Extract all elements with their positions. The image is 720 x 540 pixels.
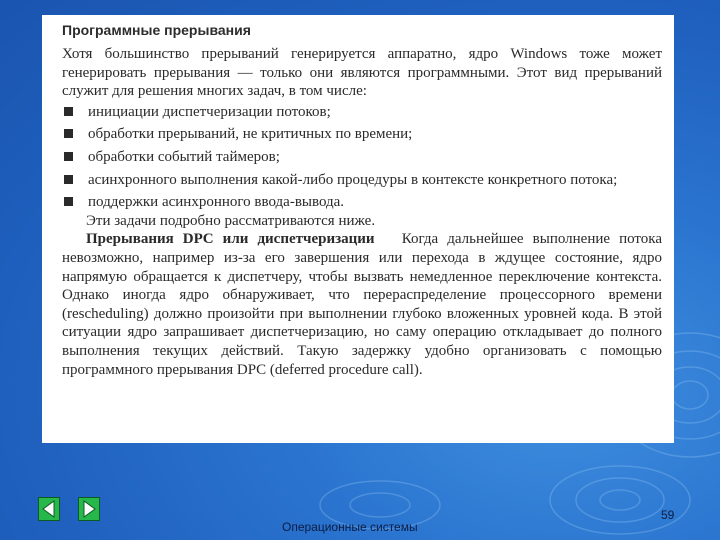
dpc-text: Когда дальнейшее выполнение потока невозможно, например из-за его завершения или перехода в ждущее состояние, ядро напрямую обращается к диспетчеру, чтобы вызвать немедленное переключение контекста. Однако иногда ядро обнаруживает, что перераспределение процессорного времени (rescheduling) должно произойти при выполнении глубоко вложенных уровней кода. В этой ситуации ядро запрашивает диспетчеризацию, но саму операцию откладывает до полного выполнения текущих действий. Такую задержку удобно организовать с помощью программного прерывания DPC (deferred procedure call). [62, 231, 662, 378]
bullet-square-icon [64, 197, 73, 206]
bullet-square-icon [64, 107, 73, 116]
next-slide-button[interactable] [78, 497, 100, 521]
list-item: инициации диспетчеризации потоков; [62, 103, 662, 122]
dpc-paragraph [62, 230, 662, 379]
bullet-square-icon [64, 129, 73, 138]
bullet-square-icon [64, 175, 73, 184]
section-heading: Программные прерывания [62, 22, 251, 38]
bullet-square-icon [64, 152, 73, 161]
previous-slide-button[interactable] [38, 497, 60, 521]
task-list [62, 103, 662, 212]
list-item: асинхронного выполнения какой-либо процедуры в контексте конкретного потока; [62, 171, 662, 190]
list-item: поддержки асинхронного ввода-вывода. [62, 193, 662, 212]
triangle-left-icon [39, 498, 59, 520]
page-number: 59 [661, 508, 675, 522]
followup-paragraph: Эти задачи подробно рассматриваются ниже. [86, 212, 376, 229]
list-item: обработки событий таймеров; [62, 148, 662, 167]
dpc-title: Прерывания DPC или диспетчеризации [86, 231, 375, 248]
triangle-right-icon [79, 498, 99, 520]
document-content [62, 21, 662, 379]
list-item: обработки прерываний, не критичных по времени; [62, 125, 662, 144]
footer-title: Операционные системы [282, 520, 418, 534]
document-page [42, 15, 674, 443]
intro-paragraph: Хотя большинство прерываний генерируется аппаратно, ядро Windows тоже может генерировать прерывания — только они являются программными. Этот вид прерываний служит для решения многих задач, в том числе: [62, 46, 662, 100]
